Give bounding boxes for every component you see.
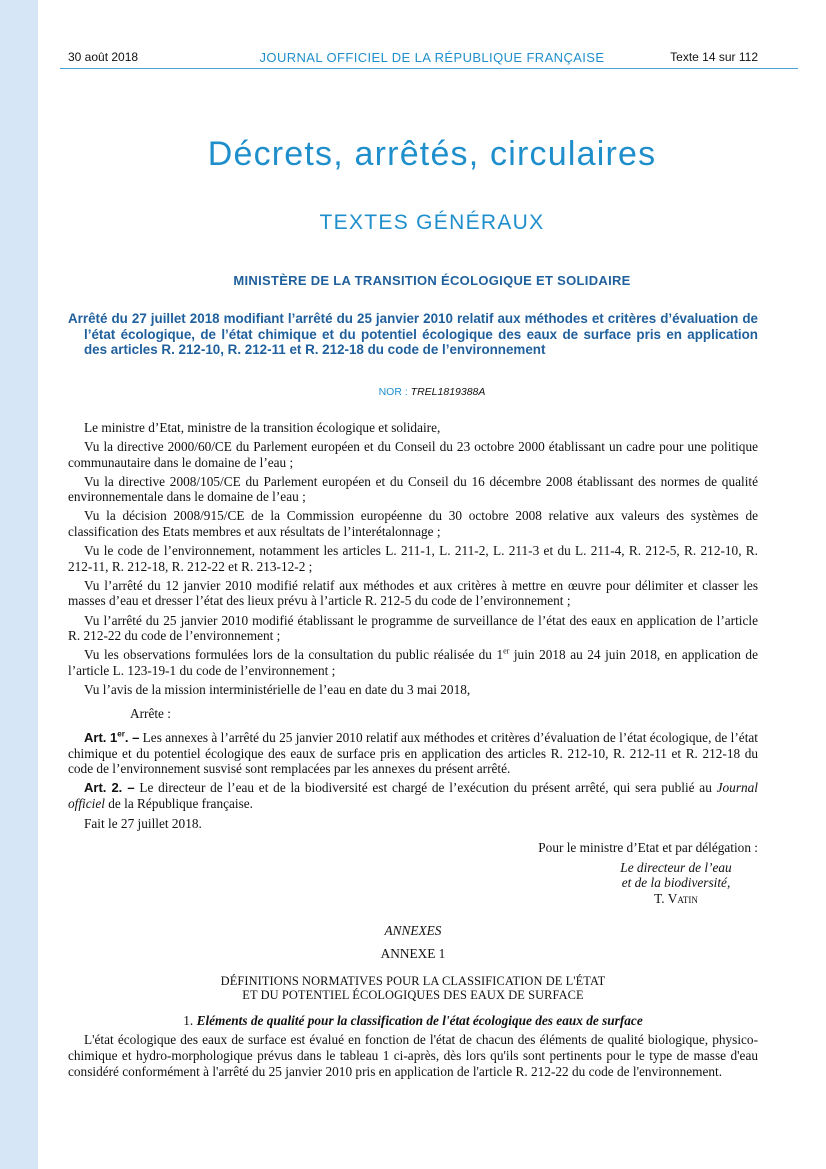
- journal-officiel-italic: Journal officiel: [68, 780, 758, 811]
- left-margin-band: [0, 0, 38, 1169]
- article-1-label: Art. 1er. –: [84, 729, 140, 746]
- vu-paragraph: Vu la décision 2008/915/CE de la Commission européenne du 30 octobre 2008 relative aux valeurs des systèmes de classification des Etats membres et aux résultats de l’interétalonnage ;: [68, 508, 758, 540]
- arrete-title-text: Arrêté du 27 juillet 2018 modifiant l’arrêté du 25 janvier 2010 relatif aux méthodes et critères d’évaluation de l’état écologique, de l’état chimique et du potentiel écologique des eaux de surface pris en application des articles R. 212-10, R. 212-11 et R. 212-18 du code de l’environnement: [68, 311, 758, 357]
- intro-paragraph: Le ministre d’Etat, ministre de la transition écologique et solidaire,: [84, 420, 441, 435]
- annexe-section-heading: 1. Eléments de qualité pour la classification de l'état écologique des eaux de surface: [183, 1012, 643, 1028]
- section-subtitle: TEXTES GÉNÉRAUX: [319, 211, 545, 234]
- article-2-label: Art. 2. –: [84, 780, 135, 796]
- vu-avis-paragraph: Vu l’avis de la mission interministérielle de l’eau en date du 3 mai 2018,: [84, 681, 471, 697]
- signature-title: Le directeur de l’eau et de la biodiversité,: [620, 859, 732, 891]
- vu-paragraph: Vu l’arrêté du 12 janvier 2010 modifié relatif aux méthodes et aux critères à mettre en œuvre pour délimiter et classer les masses d’eau et dresser l’état des lieux prévu à l’article R. 212-5 du code de l’environnement ;: [68, 577, 758, 609]
- annexe-1-heading: ANNEXE 1: [380, 946, 446, 962]
- nor-label: NOR :: [378, 386, 408, 398]
- vu-paragraph: Vu l’arrêté du 25 janvier 2010 modifié établissant le programme de surveillance de l’état des eaux en application de l’article R. 212-22 du code de l’environnement ;: [68, 612, 758, 644]
- vu-paragraph: Vu la directive 2008/105/CE du Parlement européen et du Conseil du 16 décembre 2008 établissant des normes de qualité environnementale dans le domaine de l’eau ;: [68, 473, 758, 505]
- nor-value: TREL1819388A: [410, 386, 486, 398]
- arrete-word: Arrête :: [130, 705, 171, 721]
- document-body: [68, 420, 758, 1083]
- nor-reference: [38, 386, 826, 398]
- header-date: 30 août 2018: [68, 50, 139, 64]
- vu-paragraph: Vu le code de l’environnement, notamment les articles L. 211-1, L. 211-2, L. 211-3 et du L. 211-4, R. 212-5, R. 212-10, R. 212-11, R. 212-18, R. 212-22 et R. 213-12-2 ;: [68, 543, 758, 574]
- signatory-name: T. Vatin: [654, 890, 698, 906]
- article-2: Art. 2. – Le directeur de l’eau et de la biodiversité est chargé de l’exécution du présent arrêté, qui sera publié au Journal officiel de la République française.: [68, 780, 758, 811]
- vu-paragraph: Vu la directive 2000/60/CE du Parlement européen et du Conseil du 23 octobre 2000 établissant un cadre pour une politique communautaire dans le domaine de l’eau ;: [68, 439, 758, 470]
- fait-date: Fait le 27 juillet 2018.: [84, 815, 202, 831]
- ministry-name: MINISTÈRE DE LA TRANSITION ÉCOLOGIQUE ET SOLIDAIRE: [233, 273, 631, 288]
- header-divider: [60, 68, 798, 69]
- annexe-1-subtitle: DÉFINITIONS NORMATIVES POUR LA CLASSIFICATION DE L'ÉTAT ET DU POTENTIEL ÉCOLOGIQUES DES EAUX DE SURFACE: [220, 973, 606, 1003]
- document-page: [38, 0, 826, 1169]
- signature-intro: Pour le ministre d’Etat et par délégation :: [538, 840, 758, 856]
- section-title: Décrets, arrêtés, circulaires: [207, 135, 657, 173]
- annexe-paragraph: L'état écologique des eaux de surface est évalué en fonction de l'état de chacun des éléments de qualité biologique, physico-chimique et hydro-morphologique prévus dans le tableau 1 ci-après, dès lors qu'ils sont pertinents pour le type de masse d'eau considéré conformément à l'arrêté du 25 janvier 2010 pris en application de l'article R. 212-22 du code de l'environnement.: [68, 1032, 758, 1079]
- article-1: [68, 730, 758, 777]
- arrete-title: [68, 311, 758, 358]
- header-journal-title: JOURNAL OFFICIEL DE LA RÉPUBLIQUE FRANÇAISE: [259, 50, 605, 65]
- header-text-number: Texte 14 sur 112: [670, 50, 758, 64]
- vu-consultation-paragraph: Vu les observations formulées lors de la consultation du public réalisée du 1er juin 2018 au 24 juin 2018, en application de l’article L. 123-19-1 du code de l’environnement ;: [68, 646, 758, 678]
- annexes-heading: ANNEXES: [384, 922, 442, 938]
- page-header: [38, 50, 826, 68]
- article-1-text: Les annexes à l’arrêté du 25 janvier 2010 relatif aux méthodes et critères d’évaluation de l’état écologique, de l’état chimique et du potentiel écologique des eaux de surface pris en application des articles R. 212-10, R. 212-11 et R. 212-18 du code de l’environnement susvisé sont remplacées par les annexes du présent arrêté.: [68, 730, 758, 777]
